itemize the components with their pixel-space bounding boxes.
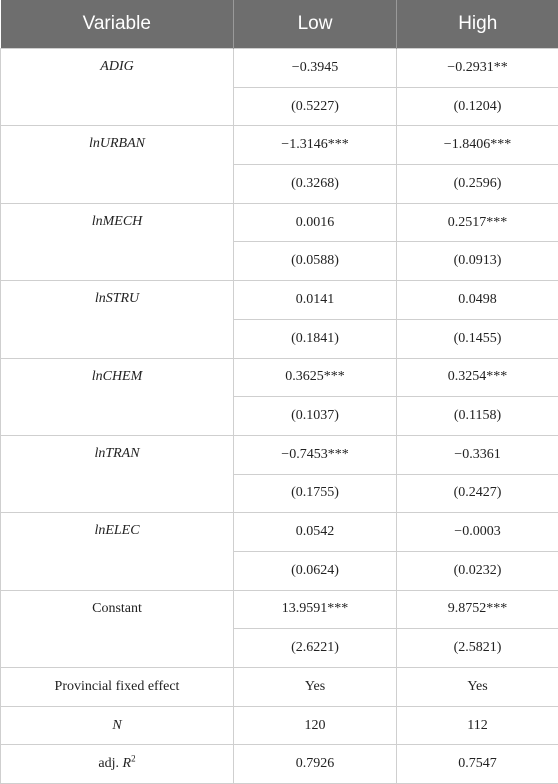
coef-row [1, 49, 558, 88]
variable-name: lnCHEM [1, 358, 234, 435]
low-se: (0.3268) [234, 165, 397, 204]
low-coef: −0.7453*** [234, 435, 397, 474]
high-se: (0.2427) [397, 474, 558, 513]
variable-name: lnURBAN [1, 126, 234, 203]
high-se: (0.0913) [397, 242, 558, 281]
high-se: (0.1158) [397, 397, 558, 436]
adj-r2-high: 0.7547 [397, 745, 558, 784]
header-low: Low [234, 0, 397, 49]
high-se: (0.0232) [397, 551, 558, 590]
low-se: (0.0624) [234, 551, 397, 590]
coef-row [1, 358, 558, 397]
coef-row [1, 513, 558, 552]
fixed-effect-high: Yes [397, 668, 558, 707]
low-se: (0.1841) [234, 319, 397, 358]
high-se: (0.2596) [397, 165, 558, 204]
high-coef: −0.2931** [397, 49, 558, 88]
low-coef: 0.0016 [234, 203, 397, 242]
header-row [1, 0, 558, 49]
header-variable: Variable [1, 0, 234, 49]
coef-row [1, 590, 558, 629]
fixed-effect-label: Provincial fixed effect [1, 668, 234, 707]
low-coef: −0.3945 [234, 49, 397, 88]
high-se: (2.5821) [397, 629, 558, 668]
variable-name: ADIG [1, 49, 234, 126]
low-se: (2.6221) [234, 629, 397, 668]
adj-r2-var: R [123, 756, 132, 771]
low-se: (0.0588) [234, 242, 397, 281]
high-coef: 9.8752*** [397, 590, 558, 629]
n-low: 120 [234, 706, 397, 745]
low-se: (0.1755) [234, 474, 397, 513]
coef-row [1, 281, 558, 320]
high-coef: −0.3361 [397, 435, 558, 474]
high-se: (0.1204) [397, 87, 558, 126]
adj-r2-label [1, 745, 234, 784]
high-coef: 0.0498 [397, 281, 558, 320]
high-coef: 0.3254*** [397, 358, 558, 397]
high-coef: −1.8406*** [397, 126, 558, 165]
low-coef: 0.3625*** [234, 358, 397, 397]
low-se: (0.5227) [234, 87, 397, 126]
header-high: High [397, 0, 558, 49]
variable-name: lnELEC [1, 513, 234, 590]
adj-r2-sup: 2 [131, 754, 136, 764]
variable-name: lnTRAN [1, 435, 234, 512]
variable-name: Constant [1, 590, 234, 667]
high-coef: −0.0003 [397, 513, 558, 552]
n-row [1, 706, 558, 745]
adj-r2-row [1, 745, 558, 784]
coef-row [1, 203, 558, 242]
low-coef: −1.3146*** [234, 126, 397, 165]
low-coef: 13.9591*** [234, 590, 397, 629]
high-se: (0.1455) [397, 319, 558, 358]
coef-row [1, 435, 558, 474]
adj-r2-low: 0.7926 [234, 745, 397, 784]
low-se: (0.1037) [234, 397, 397, 436]
low-coef: 0.0542 [234, 513, 397, 552]
fixed-effect-row [1, 668, 558, 707]
high-coef: 0.2517*** [397, 203, 558, 242]
n-label: N [1, 706, 234, 745]
coef-row [1, 126, 558, 165]
n-high: 112 [397, 706, 558, 745]
low-coef: 0.0141 [234, 281, 397, 320]
fixed-effect-low: Yes [234, 668, 397, 707]
variable-name: lnSTRU [1, 281, 234, 358]
variable-name: lnMECH [1, 203, 234, 280]
adj-r2-prefix: adj. [98, 756, 122, 771]
